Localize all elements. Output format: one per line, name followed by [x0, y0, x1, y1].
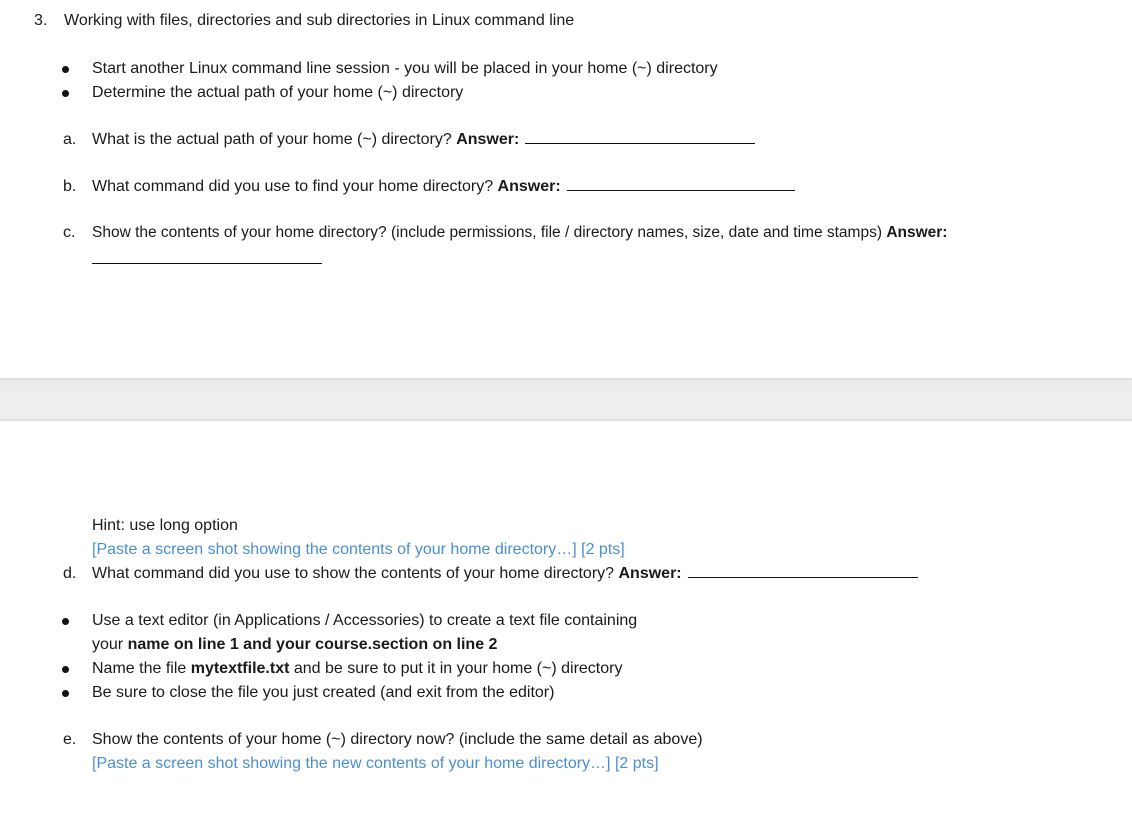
question-c-answer-label: Answer:	[886, 224, 948, 241]
question-d-marker: d.	[63, 565, 77, 582]
bullet-dot	[62, 690, 69, 697]
bullet-dot	[62, 90, 69, 97]
question-a-marker: a.	[63, 131, 77, 148]
bullet-text-plain: your	[92, 636, 128, 653]
answer-blank-b[interactable]	[567, 178, 795, 191]
bullet-item-start-session: Start another Linux command line session - you will be placed in your home (~) directory	[92, 60, 718, 77]
question-b-marker: b.	[63, 178, 77, 195]
bullet-item-text-editor-line2	[92, 635, 497, 655]
bullet-dot	[62, 666, 69, 673]
question-a-text: What is the actual path of your home (~) directory?	[92, 131, 452, 148]
page-break-gap	[0, 378, 1132, 422]
bullet-text-plain: and be sure to put it in your home (~) directory	[289, 660, 623, 677]
question-d-text: What command did you use to show the contents of your home directory?	[92, 565, 615, 582]
question-c	[92, 223, 947, 243]
paste-placeholder-new-contents[interactable]: [Paste a screen shot showing the new contents of your home directory…] [2 pts]	[92, 755, 659, 772]
question-a	[92, 130, 755, 150]
document-page-1	[0, 0, 1132, 378]
question-a-answer-label: Answer:	[456, 131, 520, 148]
answer-blank-d[interactable]	[688, 565, 918, 578]
question-d	[92, 564, 918, 584]
bullet-text-bold: name on line 1 and your course.section on line 2	[127, 636, 498, 653]
document-page-2	[0, 421, 1132, 820]
bullet-item-close-file: Be sure to close the file you just created (and exit from the editor)	[92, 684, 555, 701]
question-c-text: Show the contents of your home directory? (include permissions, file / directory names, size, date and time stamps)	[92, 224, 882, 241]
question-b	[92, 177, 795, 197]
bullet-item-determine-path: Determine the actual path of your home (~) directory	[92, 84, 464, 101]
hint-text: Hint: use long option	[92, 517, 238, 534]
section-title: Working with files, directories and sub directories in Linux command line	[64, 12, 575, 29]
bullet-dot	[62, 66, 69, 73]
question-d-answer-label: Answer:	[618, 565, 682, 582]
bullet-text-plain: Name the file	[92, 660, 191, 677]
question-c-marker: c.	[63, 224, 76, 241]
question-b-answer-label: Answer:	[497, 178, 561, 195]
question-e-marker: e.	[63, 731, 77, 748]
paste-placeholder-home-contents[interactable]: [Paste a screen shot showing the contents of your home directory…] [2 pts]	[92, 541, 625, 558]
answer-blank-c[interactable]	[92, 263, 322, 264]
question-b-text: What command did you use to find your home directory?	[92, 178, 494, 195]
section-number: 3.	[34, 12, 48, 29]
bullet-dot	[62, 618, 69, 625]
filename-text: mytextfile.txt	[190, 660, 290, 677]
bullet-item-name-file	[92, 659, 622, 679]
answer-blank-a[interactable]	[525, 131, 755, 144]
bullet-item-text-editor: Use a text editor (in Applications / Accessories) to create a text file containing	[92, 612, 638, 629]
question-e-text: Show the contents of your home (~) directory now? (include the same detail as above)	[92, 731, 703, 748]
